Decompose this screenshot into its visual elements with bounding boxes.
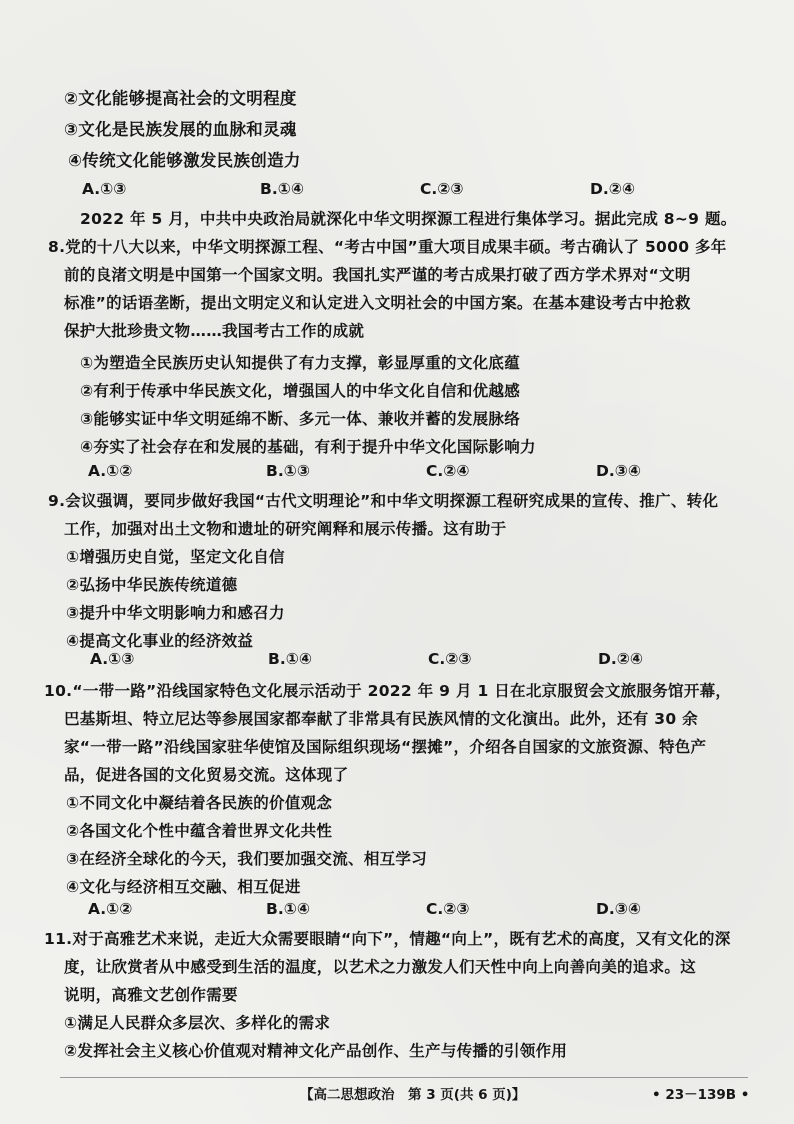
footer-page-info: 【高二思想政治 第 3 页(共 6 页)】 xyxy=(300,1087,526,1103)
question-8-option: ①为塑造全民族历史认知提供了有力支撑，彰显厚重的文化底蕴 xyxy=(80,354,521,372)
question-10-option: ④文化与经济相互交融、相互促进 xyxy=(66,878,301,896)
choice-a: A.①③ xyxy=(82,180,127,198)
answer-choices-q8 xyxy=(88,462,748,484)
choice-c: C.②③ xyxy=(428,650,472,668)
question-11-stem: 度，让欣赏者从中感受到生活的温度，以艺术之力激发人们天性中向上向善向美的追求。这 xyxy=(64,958,697,976)
choice-c: C.②④ xyxy=(426,462,470,480)
answer-choices-q9 xyxy=(90,650,748,672)
footer-code: • 23－139B • xyxy=(652,1087,750,1103)
question-10-stem: 巴基斯坦、特立尼达等参展国家都奉献了非常具有民族风情的文化演出。此外，还有 30 余 xyxy=(64,710,698,728)
choice-d: D.②④ xyxy=(590,180,636,198)
question-9-option: ③提升中华文明影响力和感召力 xyxy=(66,604,285,622)
question-10-option: ②各国文化个性中蕴含着世界文化共性 xyxy=(66,822,333,840)
question-10-stem: 10.“一带一路”沿线国家特色文化展示活动于 2022 年 9 月 1 日在北京服贸会文旅服务馆开幕， xyxy=(44,682,732,700)
question-9-option: ①增强历史自觉，坚定文化自信 xyxy=(66,548,285,566)
question-8-stem: 标准”的话语垄断，提出文明定义和认定进入文明社会的中国方案。在基本建设考古中抢救 xyxy=(64,294,691,312)
choice-a: A.①③ xyxy=(90,650,135,668)
choice-a: A.①② xyxy=(88,462,133,480)
choice-b: B.①④ xyxy=(266,900,310,918)
option-line: ②文化能够提高社会的文明程度 xyxy=(64,89,297,108)
answer-choices-q10 xyxy=(88,900,748,922)
question-8-option: ②有利于传承中华民族文化，增强国人的中华文化自信和优越感 xyxy=(80,382,521,400)
question-8-option: ③能够实证中华文明延绵不断、多元一体、兼收并蓄的发展脉络 xyxy=(80,410,521,428)
question-8-stem: 保护大批珍贵文物……我国考古工作的成就 xyxy=(64,322,365,340)
choice-c: C.②③ xyxy=(420,180,464,198)
question-9-option: ④提高文化事业的经济效益 xyxy=(66,632,254,650)
choice-d: D.③④ xyxy=(596,462,642,480)
choice-a: A.①② xyxy=(88,900,133,918)
choice-b: B.①④ xyxy=(268,650,312,668)
question-11-option: ①满足人民群众多层次、多样化的需求 xyxy=(64,1014,331,1032)
choice-b: B.①③ xyxy=(266,462,310,480)
question-11-option: ②发挥社会主义核心价值观对精神文化产品创作、生产与传播的引领作用 xyxy=(64,1042,568,1060)
option-line: ③文化是民族发展的血脉和灵魂 xyxy=(64,120,297,139)
choice-d: D.②④ xyxy=(598,650,644,668)
choice-c: C.②③ xyxy=(426,900,470,918)
question-8-stem: 8.党的十八大以来，中华文明探源工程、“考古中国”重大项目成果丰硕。考古确认了 5000 多年 xyxy=(48,238,727,256)
choice-d: D.③④ xyxy=(596,900,642,918)
answer-choices-q7 xyxy=(82,180,748,202)
question-10-stem: 家“一带一路”沿线国家驻华使馆及国际组织现场“摆摊”，介绍各自国家的文旅资源、特色产 xyxy=(64,738,707,756)
material-intro: 2022 年 5 月，中共中央政治局就深化中华文明探源工程进行集体学习。据此完成 8~9 题。 xyxy=(80,210,737,228)
question-10-option: ①不同文化中凝结着各民族的价值观念 xyxy=(66,794,333,812)
option-line: ④传统文化能够激发民族创造力 xyxy=(68,151,301,170)
question-9-stem: 9.会议强调，要同步做好我国“古代文明理论”和中华文明探源工程研究成果的宣传、推广、转化 xyxy=(48,492,719,510)
page-footer xyxy=(0,1083,794,1105)
question-9-option: ②弘扬中华民族传统道德 xyxy=(66,576,238,594)
question-9-stem: 工作，加强对出土文物和遗址的研究阐释和展示传播。这有助于 xyxy=(64,520,507,538)
question-8-stem: 前的良渚文明是中国第一个国家文明。我国扎实严谨的考古成果打破了西方学术界对“文明 xyxy=(64,266,691,284)
footer-rule xyxy=(60,1077,748,1078)
question-10-stem: 品，促进各国的文化贸易交流。这体现了 xyxy=(64,766,349,784)
question-11-stem: 11.对于高雅艺术来说，走近大众需要眼睛“向下”，情趣“向上”，既有艺术的高度，又有文化的深 xyxy=(44,930,731,948)
question-11-stem: 说明，高雅文艺创作需要 xyxy=(64,986,238,1004)
choice-b: B.①④ xyxy=(260,180,304,198)
question-8-option: ④夯实了社会存在和发展的基础，有利于提升中华文化国际影响力 xyxy=(80,438,536,456)
question-10-option: ③在经济全球化的今天，我们要加强交流、相互学习 xyxy=(66,850,428,868)
